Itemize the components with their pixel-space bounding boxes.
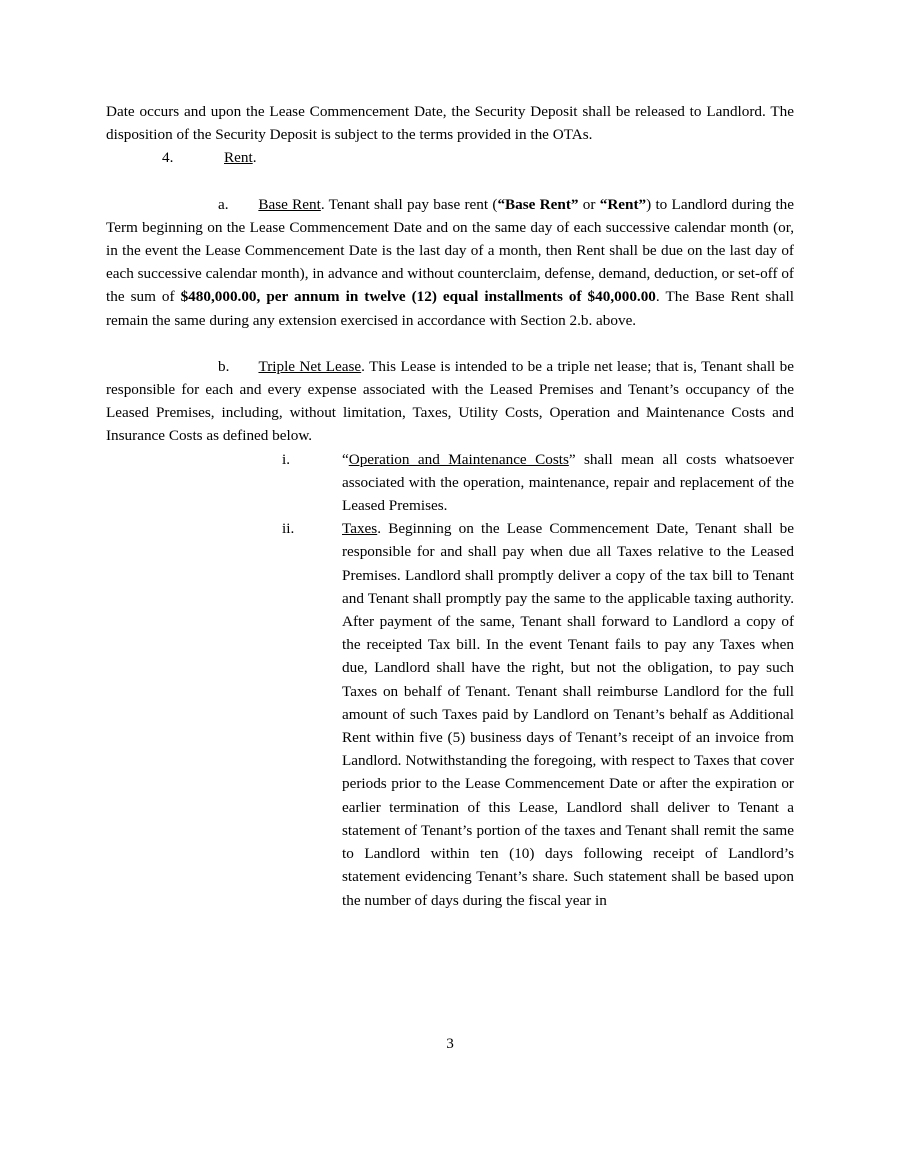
item-a-text-3: ) to Landlord during the Term beginning on the Lease Commencement Date and on the same day of each successive calendar month (or, in the event the Lease Commencement Date is the last day of a month, then Rent shall be due on the last day of each successive calendar month), in advance and without counterclaim, defense, demand, deduction, or set-off of the sum of [106, 195, 794, 306]
item-a-bold-3: $480,000.00, per annum in twelve (12) equal installments of $40,000.00 [180, 288, 656, 306]
page-number: 3 [446, 1035, 454, 1052]
item-b-letter: b. [218, 357, 230, 375]
section-4-rent [106, 146, 794, 169]
section-4-heading-wrap [224, 146, 256, 169]
item-b-heading: Triple Net Lease [258, 357, 362, 375]
document-body [106, 100, 794, 912]
roman-item-i-heading: Operation and Maintenance Costs [348, 450, 569, 468]
roman-item-i-text: ” shall mean all costs whatsoever associated with the operation, maintenance, repair and replacement of the Leased Premises. [342, 450, 794, 515]
item-b-text: . This Lease is intended to be a triple net lease; that is, Tenant shall be responsible for each and every expense associated with the Leased Premises and Tenant’s occupancy of the Leased Premises, including, without limitation, Taxes, Utility Costs, Operation and Maintenance Costs and Insurance Costs as defined below. [106, 357, 794, 445]
roman-item-ii-text-wrap [342, 517, 794, 911]
section-4-heading: Rent [224, 149, 253, 167]
roman-item-ii-text: . Beginning on the Lease Commencement Date, Tenant shall be responsible for and shall pay when due all Taxes relative to the Leased Premises. Landlord shall promptly deliver a copy of the tax bill to Tenant and Tenant shall promptly pay the same to the applicable taxing authority. After payment of the same, Tenant shall forward to Landlord a copy of the receipted Tax bill. In the event Tenant fails to pay any Taxes when due, Landlord shall have the right, but not the obligation, to pay such Taxes on behalf of Tenant. Tenant shall reimburse Landlord for the full amount of such Taxes paid by Landlord on Tenant’s behalf as Additional Rent within five (5) business days of Tenant’s receipt of an invoice from Landlord. Notwithstanding the foregoing, with respect to Taxes that cover periods prior to the Lease Commencement Date or after the expiration or earlier termination of this Lease, Landlord shall deliver to Tenant a statement of Tenant’s portion of the taxes and Tenant shall remit the same to Landlord within ten (10) days following receipt of Landlord’s statement evidencing Tenant’s share. Such statement shall be based upon the number of days during the fiscal year in [342, 520, 794, 909]
paragraph-item-a [106, 193, 794, 332]
item-a-text-1: . Tenant shall pay base rent ( [320, 195, 498, 213]
paragraph-item-b [106, 355, 794, 448]
section-4-heading-period: . [252, 149, 257, 167]
roman-item-i-quote-open: “ [342, 450, 349, 468]
roman-item-i [282, 448, 794, 518]
section-4-number: 4. [162, 149, 174, 167]
roman-item-ii [282, 517, 794, 911]
item-a-bold-1: “Base Rent” [497, 195, 579, 213]
item-a-letter: a. [218, 195, 229, 213]
roman-items [282, 448, 794, 912]
item-a-text-2: or [578, 195, 600, 213]
roman-item-i-numeral: i. [282, 450, 291, 468]
paragraph-continuation: Date occurs and upon the Lease Commencement Date, the Security Deposit shall be released to Landlord. The disposition of the Security Deposit is subject to the terms provided in the OTAs. [106, 103, 794, 144]
item-a-bold-2: “Rent” [599, 195, 647, 213]
item-a-heading: Base Rent [258, 195, 321, 213]
roman-item-i-text-wrap [342, 448, 794, 518]
roman-item-ii-numeral: ii. [282, 520, 295, 538]
item-a-text-4: . The Base Rent shall remain the same during any extension exercised in accordance with Section 2.b. above. [106, 288, 794, 329]
roman-item-ii-heading: Taxes [342, 520, 378, 538]
